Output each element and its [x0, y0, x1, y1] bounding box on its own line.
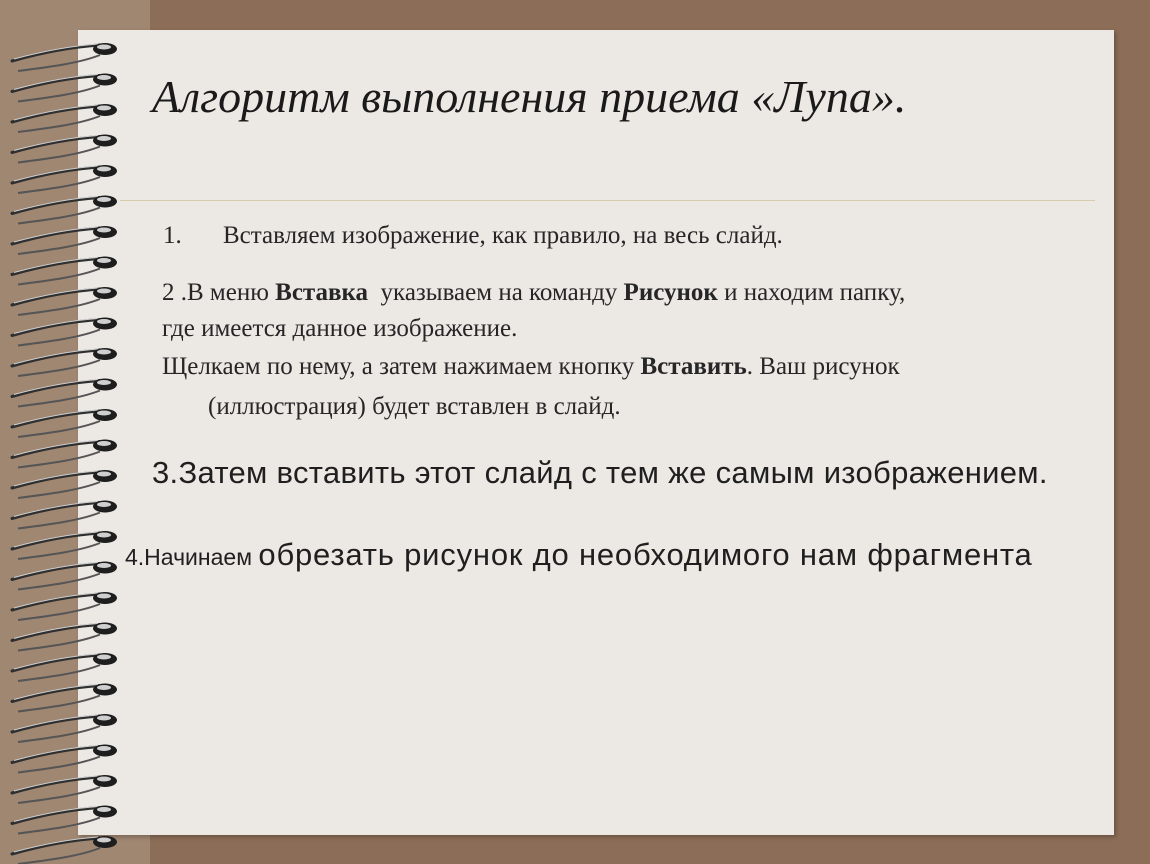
- spiral-binding: [0, 0, 140, 864]
- spiral-ring: [12, 165, 117, 193]
- spiral-ring: [12, 775, 117, 803]
- step-3: 3.Затем вставить этот слайд с тем же самым изображением.: [152, 455, 1048, 490]
- notebook-page: [78, 30, 1114, 835]
- spiral-ring: [12, 318, 117, 346]
- command-picture-label: Рисунок: [623, 279, 718, 306]
- spiral-ring: [12, 562, 117, 590]
- menu-insert-label: Вставка: [275, 279, 369, 306]
- spiral-ring: [12, 501, 117, 529]
- spiral-ring: [12, 714, 117, 742]
- step-2-line-1: [162, 279, 905, 307]
- step-1: [163, 222, 1063, 254]
- spiral-ring: [12, 43, 117, 71]
- spiral-ring: [12, 623, 117, 651]
- title-divider: [120, 200, 1095, 201]
- insert-button-label: Вставить: [640, 353, 747, 380]
- spiral-ring: [12, 379, 117, 407]
- spiral-ring: [12, 836, 117, 864]
- spiral-ring: [12, 348, 117, 376]
- spiral-ring: [12, 440, 117, 468]
- step-1-number: 1.: [163, 222, 182, 249]
- step-2-line-2: где имеется данное изображение.: [162, 315, 518, 342]
- step-2-line-3: [162, 353, 1137, 381]
- spiral-ring: [12, 104, 117, 132]
- slide-title: Алгоритм выполнения приема «Лупа».: [152, 71, 907, 122]
- step-1-text: Вставляем изображение, как правило, на весь слайд.: [223, 222, 783, 249]
- spiral-ring: [12, 531, 117, 559]
- step-4: [125, 537, 1033, 573]
- spiral-ring: [12, 226, 117, 254]
- step-2-text-a: 2 .В меню: [162, 279, 276, 306]
- step-2-text-b: указываем на команду: [368, 279, 624, 306]
- step-2-text-c: и находим папку,: [717, 279, 906, 306]
- step-2-line-3-a: Щелкаем по нему, а затем нажимаем кнопку: [162, 353, 641, 380]
- step-4-text: обрезать рисунок до необходимого нам фрагмента: [258, 537, 1033, 572]
- spiral-ring: [12, 257, 117, 285]
- spiral-ring: [12, 287, 117, 315]
- spiral-ring: [12, 745, 117, 773]
- spiral-ring: [12, 592, 117, 620]
- spiral-ring: [12, 196, 117, 224]
- spiral-ring: [12, 653, 117, 681]
- step-2-line-4: (иллюстрация) будет вставлен в слайд.: [208, 393, 621, 420]
- step-2-line-3-b: . Ваш рисунок: [746, 353, 900, 380]
- spiral-ring: [12, 806, 117, 834]
- step-2-line-3-text: [162, 353, 900, 381]
- spiral-ring: [12, 409, 117, 437]
- spiral-ring: [12, 135, 117, 163]
- spiral-ring: [12, 684, 117, 712]
- spiral-ring: [12, 470, 117, 498]
- spiral-ring: [12, 74, 117, 102]
- step-4-prefix: 4.Начинаем: [125, 544, 259, 570]
